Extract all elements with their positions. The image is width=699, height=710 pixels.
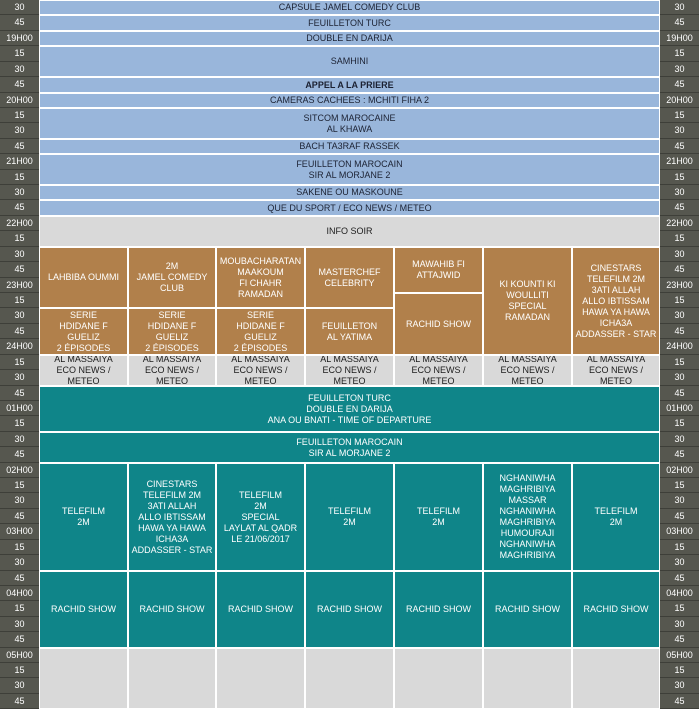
program-block: TELEFILM 2M <box>572 463 660 571</box>
time-label-left: 45 <box>0 324 39 339</box>
time-label-right: 02H00 <box>660 463 699 478</box>
time-label-right: 45 <box>660 324 699 339</box>
time-label-right: 45 <box>660 77 699 93</box>
program-block: TELEFILM 2M <box>39 463 128 571</box>
time-label-left: 15 <box>0 293 39 308</box>
program-block: BACH TA3RAF RASSEK <box>39 139 660 154</box>
program-block: FEUILLETON MAROCAIN SIR AL MORJANE 2 <box>39 432 660 463</box>
news-block: AL MASSAIYA ECO NEWS / METEO <box>128 355 216 386</box>
time-label-right: 15 <box>660 293 699 308</box>
time-label-right: 30 <box>660 123 699 139</box>
program-block: DOUBLE EN DARIJA <box>39 31 660 46</box>
time-label-left: 05H00 <box>0 648 39 663</box>
program-block: FEUILLETON TURC <box>39 15 660 31</box>
empty-slot <box>216 648 305 709</box>
program-block: CINESTARS TELEFILM 2M 3ATI ALLAH ALLO IBTISSAM HAWA YA HAWA ICHA3A ADDASSER - STAR <box>128 463 216 571</box>
program-block: SAKENE OU MASKOUNE <box>39 185 660 200</box>
time-label-left: 30 <box>0 493 39 509</box>
news-block: AL MASSAIYA ECO NEWS / METEO <box>483 355 572 386</box>
time-label-left: 45 <box>0 386 39 401</box>
program-block: SERIE HDIDANE F GUELIZ 2 ÉPISODES <box>216 308 305 355</box>
program-block: MOUBACHARATAN MAAKOUM FI CHAHR RAMADAN <box>216 247 305 308</box>
time-label-right: 30 <box>660 493 699 509</box>
time-label-right: 30 <box>660 185 699 200</box>
time-label-right: 22H00 <box>660 216 699 231</box>
time-label-left: 15 <box>0 540 39 555</box>
time-label-right: 45 <box>660 262 699 278</box>
news-block: AL MASSAIYA ECO NEWS / METEO <box>39 355 128 386</box>
time-label-right: 45 <box>660 447 699 463</box>
time-label-right: 20H00 <box>660 93 699 108</box>
time-label-right: 15 <box>660 663 699 678</box>
time-label-right: 30 <box>660 247 699 262</box>
news-block: AL MASSAIYA ECO NEWS / METEO <box>572 355 660 386</box>
time-label-left: 30 <box>0 308 39 324</box>
time-label-left: 20H00 <box>0 93 39 108</box>
time-label-right: 15 <box>660 46 699 62</box>
time-label-left: 45 <box>0 694 39 709</box>
empty-slot <box>572 648 660 709</box>
time-label-right: 30 <box>660 370 699 386</box>
time-label-right: 15 <box>660 540 699 555</box>
time-label-right: 19H00 <box>660 31 699 46</box>
time-label-left: 15 <box>0 46 39 62</box>
time-label-left: 15 <box>0 170 39 185</box>
time-label-left: 15 <box>0 231 39 247</box>
time-label-left: 15 <box>0 416 39 432</box>
time-label-left: 23H00 <box>0 278 39 293</box>
program-block: CAMERAS CACHEES : MCHITI FIHA 2 <box>39 93 660 108</box>
time-label-right: 45 <box>660 571 699 586</box>
time-label-right: 03H00 <box>660 524 699 540</box>
time-label-left: 04H00 <box>0 586 39 601</box>
time-label-right: 30 <box>660 617 699 632</box>
program-block: FEUILLETON TURC DOUBLE EN DARIJA ANA OU BNATI - TIME OF DEPARTURE <box>39 386 660 432</box>
time-label-left: 15 <box>0 108 39 123</box>
time-label-right: 04H00 <box>660 586 699 601</box>
time-label-left: 24H00 <box>0 339 39 355</box>
program-block: 2M JAMEL COMEDY CLUB <box>128 247 216 308</box>
program-block: RACHID SHOW <box>572 571 660 648</box>
time-label-right: 30 <box>660 555 699 571</box>
time-label-left: 30 <box>0 678 39 694</box>
time-label-left: 03H00 <box>0 524 39 540</box>
time-label-right: 45 <box>660 694 699 709</box>
time-label-right: 30 <box>660 0 699 15</box>
time-label-left: 01H00 <box>0 401 39 416</box>
time-label-right: 45 <box>660 509 699 524</box>
news-block: AL MASSAIYA ECO NEWS / METEO <box>216 355 305 386</box>
time-label-left: 45 <box>0 447 39 463</box>
empty-slot <box>483 648 572 709</box>
time-label-right: 15 <box>660 231 699 247</box>
time-label-right: 15 <box>660 355 699 370</box>
time-label-right: 30 <box>660 308 699 324</box>
program-block: RACHID SHOW <box>394 571 483 648</box>
empty-slot <box>128 648 216 709</box>
time-label-left: 30 <box>0 185 39 200</box>
time-label-left: 15 <box>0 355 39 370</box>
time-label-right: 05H00 <box>660 648 699 663</box>
time-label-left: 45 <box>0 632 39 648</box>
time-label-left: 45 <box>0 15 39 31</box>
program-block: MAWAHIB FI ATTAJWID <box>394 247 483 293</box>
program-block: MASTERCHEF CELEBRITY <box>305 247 394 308</box>
program-block: LAHBIBA OUMMI <box>39 247 128 308</box>
time-label-left: 15 <box>0 663 39 678</box>
program-block: RACHID SHOW <box>305 571 394 648</box>
time-label-left: 15 <box>0 601 39 617</box>
time-label-right: 45 <box>660 200 699 216</box>
program-block: RACHID SHOW <box>216 571 305 648</box>
time-label-right: 24H00 <box>660 339 699 355</box>
time-label-left: 45 <box>0 262 39 278</box>
time-label-left: 45 <box>0 509 39 524</box>
empty-slot <box>305 648 394 709</box>
time-label-right: 30 <box>660 678 699 694</box>
time-label-right: 15 <box>660 478 699 493</box>
program-block: FEUILLETON MAROCAIN SIR AL MORJANE 2 <box>39 154 660 185</box>
time-label-right: 15 <box>660 416 699 432</box>
time-label-right: 45 <box>660 15 699 31</box>
program-block: FEUILLETON AL YATIMA <box>305 308 394 355</box>
news-block: AL MASSAIYA ECO NEWS / METEO <box>394 355 483 386</box>
time-label-left: 45 <box>0 200 39 216</box>
time-label-left: 22H00 <box>0 216 39 231</box>
program-block: RACHID SHOW <box>483 571 572 648</box>
program-block: KI KOUNTI KI WOULLITI SPECIAL RAMADAN <box>483 247 572 355</box>
time-label-left: 30 <box>0 432 39 447</box>
time-label-right: 45 <box>660 632 699 648</box>
time-label-right: 45 <box>660 386 699 401</box>
program-block: TELEFILM 2M SPECIAL LAYLAT AL QADR LE 21/06/2017 <box>216 463 305 571</box>
time-label-left: 45 <box>0 77 39 93</box>
time-label-right: 30 <box>660 62 699 77</box>
program-block: CINESTARS TELEFILM 2M 3ATI ALLAH ALLO IBTISSAM HAWA YA HAWA ICHA3A ADDASSER - STAR <box>572 247 660 355</box>
program-block: CAPSULE JAMEL COMEDY CLUB <box>39 0 660 15</box>
program-block: SITCOM MAROCAINE AL KHAWA <box>39 108 660 139</box>
time-label-right: 21H00 <box>660 154 699 170</box>
time-label-right: 15 <box>660 601 699 617</box>
empty-slot <box>394 648 483 709</box>
program-block: RACHID SHOW <box>128 571 216 648</box>
program-block: SAMHINI <box>39 46 660 77</box>
time-label-left: 21H00 <box>0 154 39 170</box>
empty-slot <box>39 648 128 709</box>
time-label-right: 45 <box>660 139 699 154</box>
time-label-left: 30 <box>0 62 39 77</box>
program-block: RACHID SHOW <box>39 571 128 648</box>
time-label-left: 30 <box>0 123 39 139</box>
program-block: RACHID SHOW <box>394 293 483 355</box>
news-block: AL MASSAIYA ECO NEWS / METEO <box>305 355 394 386</box>
program-block: TELEFILM 2M <box>394 463 483 571</box>
program-block: TELEFILM 2M <box>305 463 394 571</box>
program-block: INFO SOIR <box>39 216 660 247</box>
time-label-left: 30 <box>0 0 39 15</box>
program-block: QUE DU SPORT / ECO NEWS / METEO <box>39 200 660 216</box>
time-label-left: 30 <box>0 370 39 386</box>
time-label-left: 45 <box>0 571 39 586</box>
time-label-left: 30 <box>0 617 39 632</box>
time-label-left: 30 <box>0 555 39 571</box>
time-label-right: 23H00 <box>660 278 699 293</box>
time-label-left: 45 <box>0 139 39 154</box>
time-label-left: 15 <box>0 478 39 493</box>
time-label-right: 15 <box>660 108 699 123</box>
time-label-right: 15 <box>660 170 699 185</box>
time-label-right: 01H00 <box>660 401 699 416</box>
time-label-left: 30 <box>0 247 39 262</box>
program-block: NGHANIWHA MAGHRIBIYA MASSAR NGHANIWHA MAGHRIBIYA HUMOURAJI NGHANIWHA MAGHRIBIYA <box>483 463 572 571</box>
time-label-left: 02H00 <box>0 463 39 478</box>
time-label-right: 30 <box>660 432 699 447</box>
time-label-left: 19H00 <box>0 31 39 46</box>
program-block: APPEL A LA PRIERE <box>39 77 660 93</box>
program-block: SERIE HDIDANE F GUELIZ 2 ÉPISODES <box>39 308 128 355</box>
program-block: SERIE HDIDANE F GUELIZ 2 ÉPISODES <box>128 308 216 355</box>
